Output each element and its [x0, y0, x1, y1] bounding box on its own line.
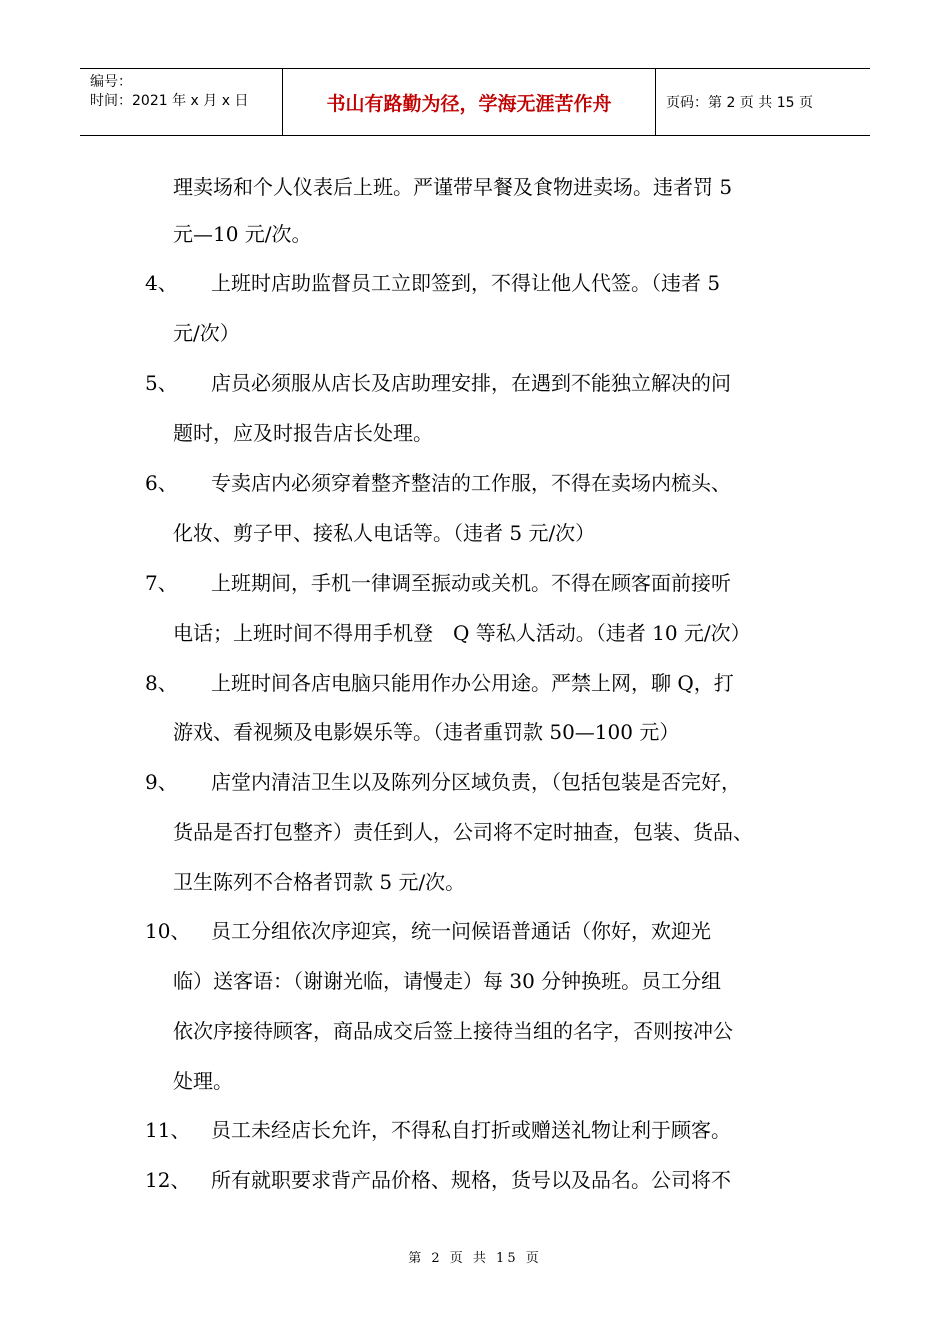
item-text-line: 电话；上班时间不得用手机登 Q 等私人活动。（违者 10 元/次） — [173, 621, 751, 645]
item-text-line: 游戏、看视频及电影娱乐等。（违者重罚款 50—100 元） — [173, 720, 680, 744]
item-text-line: 处理。 — [173, 1069, 233, 1093]
item-number: 7、 — [145, 571, 178, 595]
item-text-line: 专卖店内必须穿着整齐整洁的工作服，不得在卖场内梳头、 — [211, 471, 731, 495]
item-text-line: 化妆、剪子甲、接私人电话等。（违者 5 元/次） — [173, 521, 596, 545]
item-number: 4、 — [145, 271, 178, 295]
item-text-line: 店堂内清洁卫生以及陈列分区域负责，（包括包装是否完好， — [211, 770, 741, 794]
item-text-line: 元/次） — [173, 321, 240, 345]
item-text-line: 依次序接待顾客，商品成交后签上接待当组的名字，否则按冲公 — [173, 1019, 733, 1043]
continuation-line-1: 理卖场和个人仪表后上班。严谨带早餐及食物进卖场。违者罚 5 — [173, 175, 733, 199]
item-text-line: 上班时店助监督员工立即签到，不得让他人代签。（违者 5 — [211, 271, 721, 295]
item-number: 6、 — [145, 471, 178, 495]
item-text-line: 所有就职要求背产品价格、规格，货号以及品名。公司将不 — [211, 1168, 731, 1192]
item-number: 8、 — [145, 671, 178, 695]
item-text-line: 员工未经店长允许，不得私自打折或赠送礼物让利于顾客。 — [211, 1118, 731, 1142]
item-text-line: 上班时间各店电脑只能用作办公用途。严禁上网，聊 Q，打 — [211, 671, 734, 695]
item-number: 12、 — [145, 1168, 191, 1192]
item-text-line: 卫生陈列不合格者罚款 5 元/次。 — [173, 870, 466, 894]
time-label: 时间：2021 年 x 月 x 日 — [90, 93, 249, 109]
continuation-line-2: 元—10 元/次。 — [173, 222, 312, 246]
item-number: 5、 — [145, 371, 178, 395]
header-page-info: 页码：第 2 页 共 15 页 — [666, 95, 813, 111]
item-text-line: 题时，应及时报告店长处理。 — [173, 421, 433, 445]
item-text-line: 货品是否打包整齐）责任到人，公司将不定时抽查，包装、货品、 — [173, 820, 753, 844]
item-text-line: 上班期间，手机一律调至振动或关机。不得在顾客面前接听 — [211, 571, 731, 595]
item-number: 9、 — [145, 770, 178, 794]
item-text-line: 员工分组依次序迎宾，统一问候语普通话（你好，欢迎光 — [211, 919, 711, 943]
item-number: 10、 — [145, 919, 191, 943]
header-meta — [80, 69, 283, 135]
serial-label: 编号： — [90, 74, 132, 90]
item-text-line: 店员必须服从店长及店助理安排，在遇到不能独立解决的问 — [211, 371, 731, 395]
header-motto: 书山有路勤为径，学海无涯苦作舟 — [283, 69, 656, 135]
page-header — [80, 68, 870, 136]
page-footer: 第 2 页 共 15 页 — [408, 1251, 542, 1266]
item-text-line: 临）送客语：（谢谢光临，请慢走）每 30 分钟换班。员工分组 — [173, 969, 722, 993]
item-number: 11、 — [145, 1118, 191, 1142]
